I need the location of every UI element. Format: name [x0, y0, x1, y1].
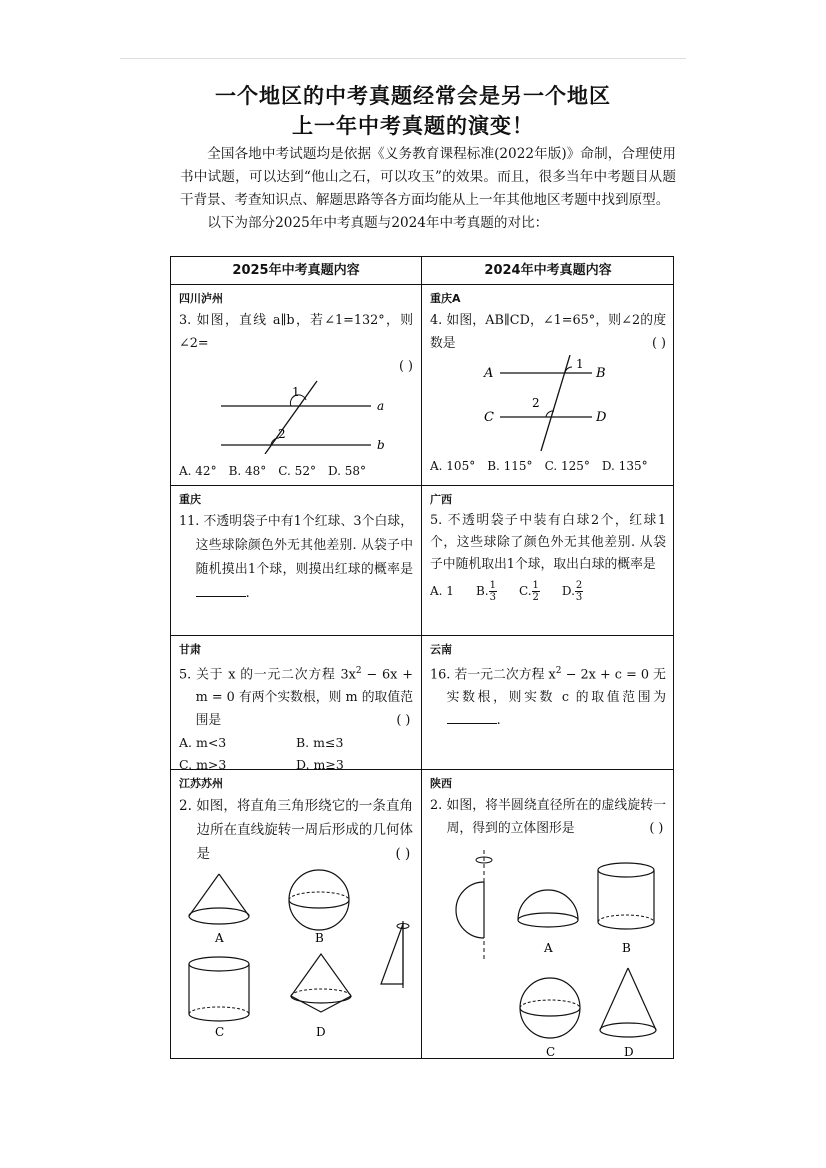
label-C: C [484, 410, 494, 425]
option-c: C. m>3 [179, 757, 227, 773]
options [430, 580, 666, 603]
label-1: 1 [292, 385, 300, 399]
question-text: 16. 若一元二次方程 x [430, 667, 556, 683]
svg-text:D: D [624, 1045, 634, 1059]
svg-text:A: A [544, 941, 553, 955]
svg-text:B: B [622, 941, 631, 955]
intro [180, 143, 676, 235]
option-d-double-cone [291, 954, 351, 1039]
svg-text:C: C [546, 1045, 556, 1059]
label-A: A [484, 366, 494, 381]
option-b-cylinder [598, 863, 654, 955]
cell-2025-jiangsu-suzhou [171, 769, 421, 1059]
answer-paren: ( ) [651, 336, 666, 351]
region-label: 陕西 [430, 777, 452, 790]
cell-2025-chongqing [171, 485, 421, 635]
intro-paragraph: 全国各地中考试题均是依据《义务教育课程标准(2022年版)》命制，合理使用书中试题，可以达到“他山之石，可以攻玉”的效果。而且，很多当年中考题目从题干背景、考查知识点、解题思路等各方面均能从上一年其他地区考题中找到原型。 [180, 146, 676, 208]
question: 2. 如图，将直角三角形绕它的一条直角边所在直线旋转一周后形成的几何体是 ( ) [179, 798, 413, 862]
option-d: D. m≥3 [296, 757, 344, 773]
comparison-table [170, 256, 674, 1059]
label-B: B [596, 366, 606, 381]
transversal [541, 355, 570, 451]
label-2: 2 [532, 396, 540, 410]
option-a: A. 1 [430, 584, 454, 598]
options [179, 460, 413, 483]
question-text: 11. 不透明袋子中有1个红球、3个白球，这些球除颜色外无其他差别. 从袋子中随机摸出1个球，则摸出红球的概率是 [179, 514, 413, 577]
page-title-line1: 一个地区的中考真题经常会是另一个地区 [215, 84, 611, 108]
transversal [265, 381, 317, 454]
option-a-cone [189, 874, 249, 945]
page-title-line2: 上一年中考真题的演变！ [292, 114, 534, 138]
option-c: C. $\frac{1}{2}$ [518, 580, 539, 603]
question: 5. 关于 x 的一元二次方程 $3x^2 - 6x + m = 0$ 有两个实数根，则 m 的取值范围是 ( ) [179, 666, 413, 729]
question-tail: . [245, 586, 250, 601]
question-text: 2. 如图，将半圆绕直径所在的虚线旋转一周，得到的立体图形是 [430, 798, 666, 836]
question: 2. 如图，将半圆绕直径所在的虚线旋转一周，得到的立体图形是 ( ) [430, 798, 666, 836]
answer-paren: ( ) [398, 359, 413, 374]
option-b: B. $\frac{1}{3}$ [475, 580, 496, 603]
header-2025: 2025年中考真题内容 [232, 263, 360, 278]
svg-text:C: C [215, 1025, 225, 1039]
option-a: A. 42° [179, 464, 217, 478]
svg-text:D: D [316, 1025, 326, 1039]
label-a: a [377, 399, 385, 413]
option-a-hemisphere [518, 890, 578, 955]
region-label: 重庆A [430, 292, 461, 305]
region-label: 江苏苏州 [179, 777, 223, 790]
question-text: 4. 如图，AB∥CD，∠1=65°，则∠2的度数是 [430, 313, 666, 351]
option-c-sphere [520, 978, 580, 1059]
parallel-lines-figure [179, 378, 413, 454]
cell-2024-yunnan [422, 635, 674, 769]
option-b: B. 48° [228, 464, 267, 478]
option-c: C. 52° [278, 464, 316, 478]
exponent: 2 [555, 666, 562, 676]
option-c: C. 125° [544, 459, 590, 473]
region-label: 四川泸州 [179, 292, 223, 305]
option-b: B. m≤3 [296, 735, 344, 751]
option-b-sphere [289, 870, 349, 945]
header-2024: 2024年中考真题内容 [484, 263, 612, 278]
region-label: 广西 [430, 493, 452, 506]
option-c-cylinder [189, 957, 249, 1039]
svg-text:A: A [215, 931, 224, 945]
intro-comparison-note: 以下为部分2025年中考真题与2024年中考真题的对比： [207, 215, 549, 231]
cell-2025-luzhou [171, 284, 421, 485]
question [179, 510, 413, 606]
region-label: 重庆 [179, 493, 201, 506]
option-d: D. 58° [327, 464, 367, 478]
options [430, 455, 666, 478]
question-text: 5. 不透明袋子中装有白球2个，红球1个，这些球除了颜色外无其他差别. 从袋子中随机取出1个球，取出白球的概率是 [430, 513, 666, 572]
question [430, 660, 666, 732]
option-d: D. $\frac{2}{3}$ [561, 580, 583, 603]
answer-blank [196, 584, 246, 597]
cell-2024-shaanxi [422, 769, 674, 1059]
right-triangle-axis [381, 921, 409, 988]
exponent: 2 [355, 666, 362, 676]
label-b: b [377, 438, 385, 452]
cell-2024-guangxi [422, 485, 674, 635]
option-b: B. 115° [487, 459, 533, 473]
answer-blank [447, 711, 497, 724]
question-text: 3. 如图，直线 a∥b，若∠1=132°，则∠2= [179, 313, 413, 351]
option-a: A. m<3 [179, 735, 227, 751]
semicircle-axis [456, 850, 492, 960]
cell-2025-gansu [171, 635, 421, 773]
option-d: D. 135° [601, 459, 648, 473]
region-label: 云南 [430, 643, 452, 656]
option-a: A. 105° [430, 459, 476, 473]
option-d-cone [600, 968, 656, 1059]
label-1: 1 [576, 357, 584, 371]
question-tail: . [496, 713, 501, 729]
question-text-2: − 6x + m = 0 有两个实数根，则 m 的取值范围是 [195, 667, 413, 729]
question-text-2: − 2x + c = 0 无实数根，则实数 c 的取值范围为 [446, 667, 666, 706]
parallel-lines-figure [430, 355, 666, 451]
question-text: 5. 关于 x 的一元二次方程 3x [179, 667, 356, 683]
cell-2024-chongqing-a [422, 284, 674, 485]
region-label: 甘肃 [179, 643, 201, 656]
svg-text:B: B [315, 931, 324, 945]
solids-figure [422, 840, 662, 1060]
solids-figure [171, 866, 411, 1056]
top-rule [120, 58, 686, 59]
label-2: 2 [278, 427, 286, 441]
question-text: 2. 如图，将直角三角形绕它的一条直角边所在直线旋转一周后形成的几何体是 [179, 798, 413, 862]
label-D: D [596, 410, 607, 425]
